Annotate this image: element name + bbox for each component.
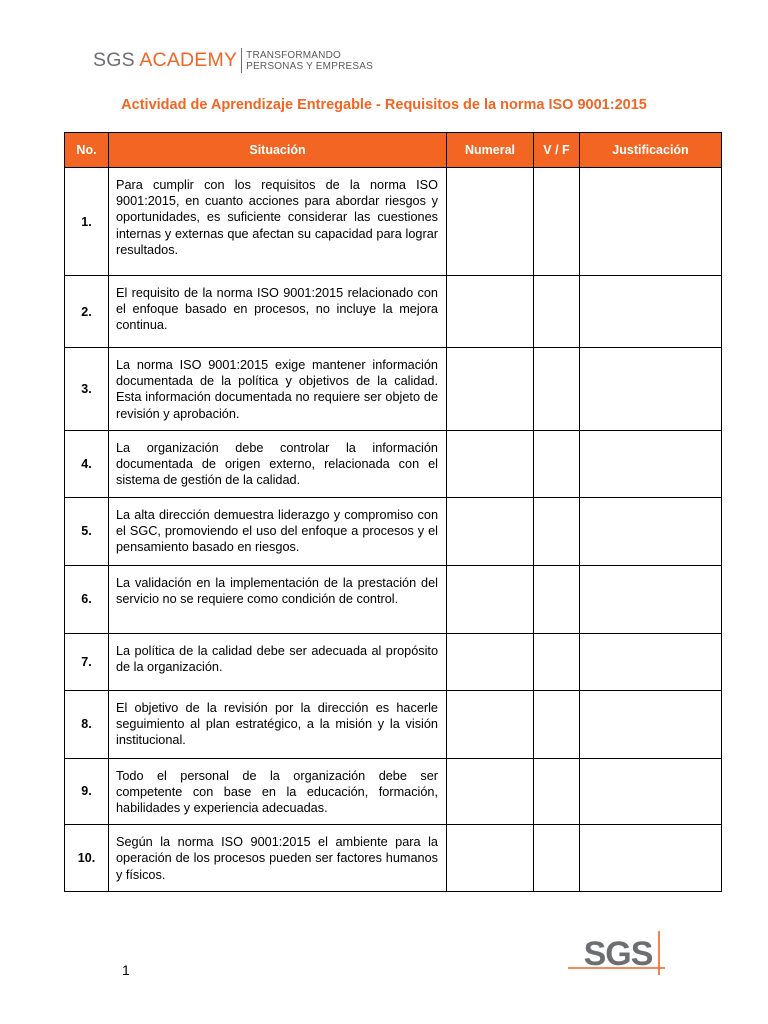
document-title: Actividad de Aprendizaje Entregable - Requisitos de la norma ISO 9001:2015 — [121, 97, 647, 113]
header-numeral: Numeral — [447, 133, 534, 168]
row-vf-cell[interactable] — [534, 348, 580, 431]
row-situation: Para cumplir con los requisitos de la norma ISO 9001:2015, en cuanto acciones para abordar riesgos y oportunidades, es suficiente considerar las cuestiones internas y externas que afectan su capacidad para lograr resultados. — [109, 168, 447, 276]
row-numeral-cell[interactable] — [447, 168, 534, 276]
logo-sgs-text: SGS — [93, 49, 135, 71]
table-row — [65, 825, 722, 892]
row-number: 8. — [65, 690, 109, 758]
row-vf-cell[interactable] — [534, 758, 580, 825]
row-situation: La alta dirección demuestra liderazgo y compromiso con el SGC, promoviendo el uso del enfoque a procesos y el pensamiento basado en riesgos. — [109, 497, 447, 565]
row-justification-cell[interactable] — [580, 276, 722, 348]
row-number: 9. — [65, 758, 109, 825]
row-numeral-cell[interactable] — [447, 565, 534, 633]
row-vf-cell[interactable] — [534, 497, 580, 565]
row-numeral-cell[interactable] — [447, 348, 534, 431]
row-situation: El requisito de la norma ISO 9001:2015 relacionado con el enfoque basado en procesos, no incluye la mejora continua. — [109, 276, 447, 348]
logo-academy-text: ACADEMY — [139, 49, 238, 71]
row-justification-cell[interactable] — [580, 348, 722, 431]
row-situation: El objetivo de la revisión por la dirección es hacerle seguimiento al plan estratégico, a la misión y la visión institucional. — [109, 690, 447, 758]
row-number: 10. — [65, 825, 109, 892]
table-row — [65, 758, 722, 825]
row-number: 7. — [65, 633, 109, 690]
row-numeral-cell[interactable] — [447, 431, 534, 498]
row-vf-cell[interactable] — [534, 690, 580, 758]
row-numeral-cell[interactable] — [447, 758, 534, 825]
tagline-line-1: TRANSFORMANDO — [246, 49, 341, 61]
row-justification-cell[interactable] — [580, 825, 722, 892]
sgs-logo-text: SGS — [583, 935, 653, 973]
table-row — [65, 497, 722, 565]
row-justification-cell[interactable] — [580, 431, 722, 498]
tagline-line-2: PERSONAS Y EMPRESAS — [246, 60, 373, 72]
row-number: 1. — [65, 168, 109, 276]
table-row — [65, 168, 722, 276]
row-numeral-cell[interactable] — [447, 690, 534, 758]
row-justification-cell[interactable] — [580, 633, 722, 690]
row-justification-cell[interactable] — [580, 497, 722, 565]
header-situacion: Situación — [109, 133, 447, 168]
row-number: 2. — [65, 276, 109, 348]
header-no: No. — [65, 133, 109, 168]
table-row — [65, 431, 722, 498]
row-situation: La validación en la implementación de la prestación del servicio no se requiere como condición de control. — [109, 565, 447, 633]
row-justification-cell[interactable] — [580, 690, 722, 758]
row-number: 6. — [65, 565, 109, 633]
row-justification-cell[interactable] — [580, 168, 722, 276]
logo-divider — [241, 48, 242, 73]
table-header-row — [65, 133, 722, 168]
table-row — [65, 690, 722, 758]
sgs-academy-logo — [93, 48, 373, 73]
row-number: 5. — [65, 497, 109, 565]
table-row — [65, 348, 722, 431]
row-vf-cell[interactable] — [534, 825, 580, 892]
row-numeral-cell[interactable] — [447, 633, 534, 690]
row-justification-cell[interactable] — [580, 565, 722, 633]
row-justification-cell[interactable] — [580, 758, 722, 825]
logo-wordmark — [93, 49, 237, 72]
row-number: 3. — [65, 348, 109, 431]
row-vf-cell[interactable] — [534, 276, 580, 348]
row-numeral-cell[interactable] — [447, 497, 534, 565]
requirements-table — [64, 132, 722, 892]
sgs-logo-icon — [566, 927, 666, 977]
header-vf: V / F — [534, 133, 580, 168]
row-vf-cell[interactable] — [534, 565, 580, 633]
page-number: 1 — [122, 962, 130, 978]
row-number: 4. — [65, 431, 109, 498]
row-vf-cell[interactable] — [534, 633, 580, 690]
header-justificacion: Justificación — [580, 133, 722, 168]
row-numeral-cell[interactable] — [447, 276, 534, 348]
logo-tagline — [246, 50, 373, 72]
row-situation: Todo el personal de la organización debe ser competente con base en la educación, formación, habilidades y experiencia adecuadas. — [109, 758, 447, 825]
row-situation: La política de la calidad debe ser adecuada al propósito de la organización. — [109, 633, 447, 690]
row-vf-cell[interactable] — [534, 431, 580, 498]
row-situation: Según la norma ISO 9001:2015 el ambiente para la operación de los procesos pueden ser factores humanos y físicos. — [109, 825, 447, 892]
row-numeral-cell[interactable] — [447, 825, 534, 892]
row-situation: La organización debe controlar la información documentada de origen externo, relacionada con el sistema de gestión de la calidad. — [109, 431, 447, 498]
row-situation: La norma ISO 9001:2015 exige mantener información documentada de la política y objetivos de la calidad. Esta información documentada no requiere ser objeto de revisión y aprobación. — [109, 348, 447, 431]
table-row — [65, 276, 722, 348]
table-row — [65, 633, 722, 690]
row-vf-cell[interactable] — [534, 168, 580, 276]
table-row — [65, 565, 722, 633]
